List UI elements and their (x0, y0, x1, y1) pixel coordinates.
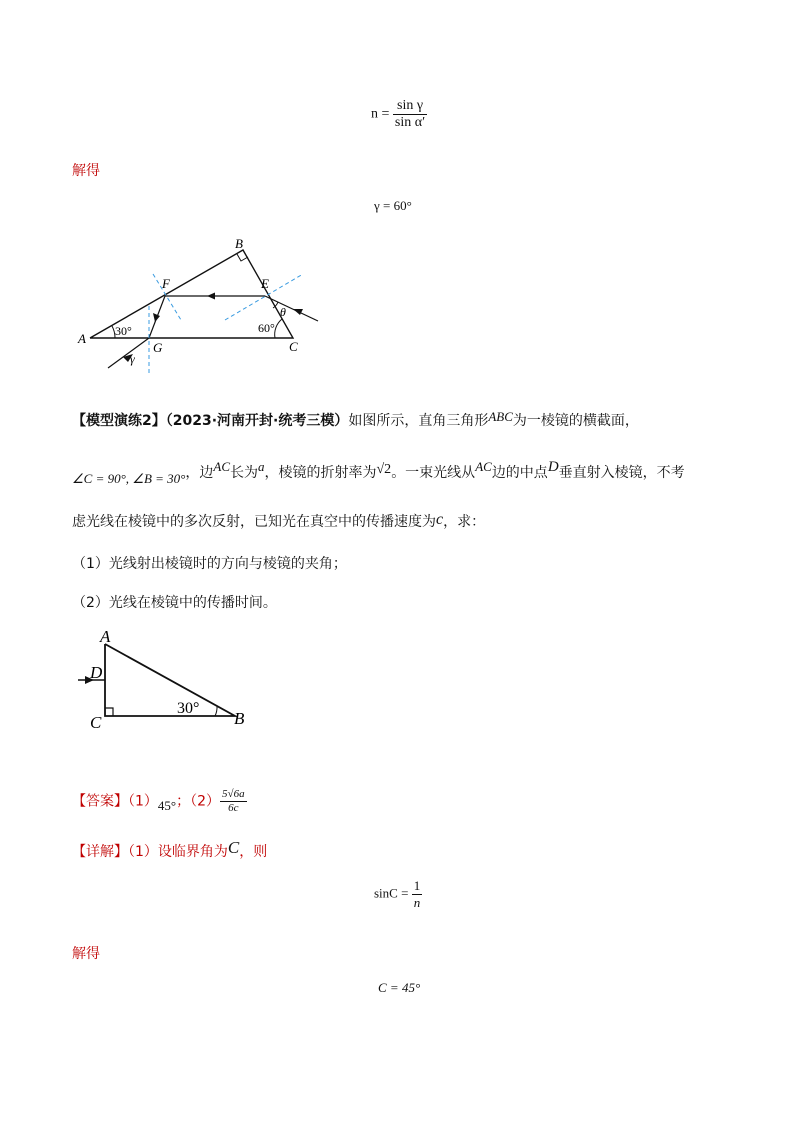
label-a: A (100, 627, 111, 646)
label-gamma: γ (130, 352, 135, 366)
detail-text: （1）设临界角为 (128, 844, 228, 860)
symbol-sqrt2: √2 (376, 462, 392, 477)
answer-tag: 【答案】 (72, 793, 128, 810)
detail-tag: 【详解】 (72, 844, 128, 860)
symbol-ac: AC (213, 459, 230, 474)
label-b: B (234, 709, 245, 728)
label-c: C (90, 713, 102, 732)
prism-diagram-1 (75, 236, 335, 376)
problem-source: （2023·河南开封·统考三模） (165, 413, 349, 429)
ray-outgoing (108, 338, 149, 368)
symbol-d: D (547, 459, 559, 475)
arrow-fg (153, 313, 160, 322)
angle-arc-c (275, 319, 282, 338)
formula-gamma: γ = 60° (374, 198, 412, 213)
symbol-a: a (258, 459, 265, 474)
ray-incoming (265, 296, 318, 321)
problem-line-1 (72, 410, 639, 430)
label-f: F (162, 276, 170, 291)
problem-text: 虑光线在棱镜中的多次反射，已知光在真空中的传播速度为 (72, 514, 436, 530)
problem-text: ，边 (185, 465, 214, 481)
problem-tag: 【模型演练2】 (72, 413, 166, 429)
question-2: （2）光线在棱镜中的传播时间。 (72, 595, 277, 611)
label-d: D (90, 663, 103, 682)
symbol-critical-angle: C (227, 838, 240, 857)
label-theta: θ (280, 305, 286, 319)
fraction-denominator: 6c (228, 802, 239, 814)
problem-text: 垂直射入棱镜，不考 (558, 465, 685, 481)
answer-part-1: （1） (128, 793, 158, 810)
solve-label: 解得 (72, 946, 100, 962)
angle-arc-b (215, 706, 217, 716)
label-angle-c: 60° (258, 321, 275, 335)
arrow-incoming (293, 309, 303, 315)
fraction-denominator: sin α′ (394, 115, 426, 130)
answer-value-1: 45° (157, 797, 177, 813)
problem-text: 为一棱镜的横截面， (512, 413, 639, 429)
fraction-numerator: sin γ (393, 98, 427, 115)
triangle-outline (105, 644, 235, 716)
answer-line (72, 788, 247, 815)
formula-lhs: n = (371, 106, 390, 122)
formula-sinc (374, 878, 422, 911)
problem-text: 边的中点 (491, 465, 548, 481)
label-angle-a: 30° (115, 324, 132, 338)
answer-separator: ；（2） (176, 793, 221, 810)
symbol-ac: AC (475, 459, 492, 474)
formula-c: C = 45° (378, 980, 421, 995)
problem-text: ，棱镜的折射率为 (264, 465, 377, 481)
fraction-numerator: 5√6a (222, 788, 245, 800)
label-angle-b: 30° (177, 700, 200, 717)
problem-line-3 (72, 511, 485, 531)
problem-line-2 (72, 459, 685, 486)
problem-text: ，求： (443, 514, 486, 530)
problem-text: 长为 (230, 465, 258, 481)
symbol-abc: ABC (488, 409, 513, 424)
label-c: C (289, 339, 298, 354)
label-e: E (261, 276, 269, 291)
formula-fraction (393, 98, 427, 131)
label-g: G (153, 340, 163, 355)
answer-fraction (220, 788, 247, 815)
prism-diagram-2 (70, 622, 260, 737)
detail-text: ，则 (239, 844, 268, 860)
formula-fraction (412, 878, 423, 911)
formula-lhs: sinC = (374, 885, 409, 901)
arrow-ef (207, 293, 215, 300)
question-1: （1）光线射出棱镜时的方向与棱镜的夹角； (72, 556, 347, 572)
problem-text: 如图所示，直角三角形 (348, 413, 489, 429)
label-b: B (235, 236, 243, 251)
solve-label: 解得 (72, 163, 100, 179)
fraction-denominator: n (413, 895, 421, 910)
problem-text: 。一束光线从 (391, 465, 476, 481)
condition-angles: ∠C = 90°, ∠B = 30° (72, 471, 186, 486)
label-a: A (78, 331, 86, 346)
right-angle-mark (105, 708, 113, 716)
fraction-numerator: 1 (413, 878, 421, 893)
symbol-c: c (436, 511, 444, 528)
formula-refraction-index (371, 98, 427, 131)
detail-line (72, 838, 268, 861)
